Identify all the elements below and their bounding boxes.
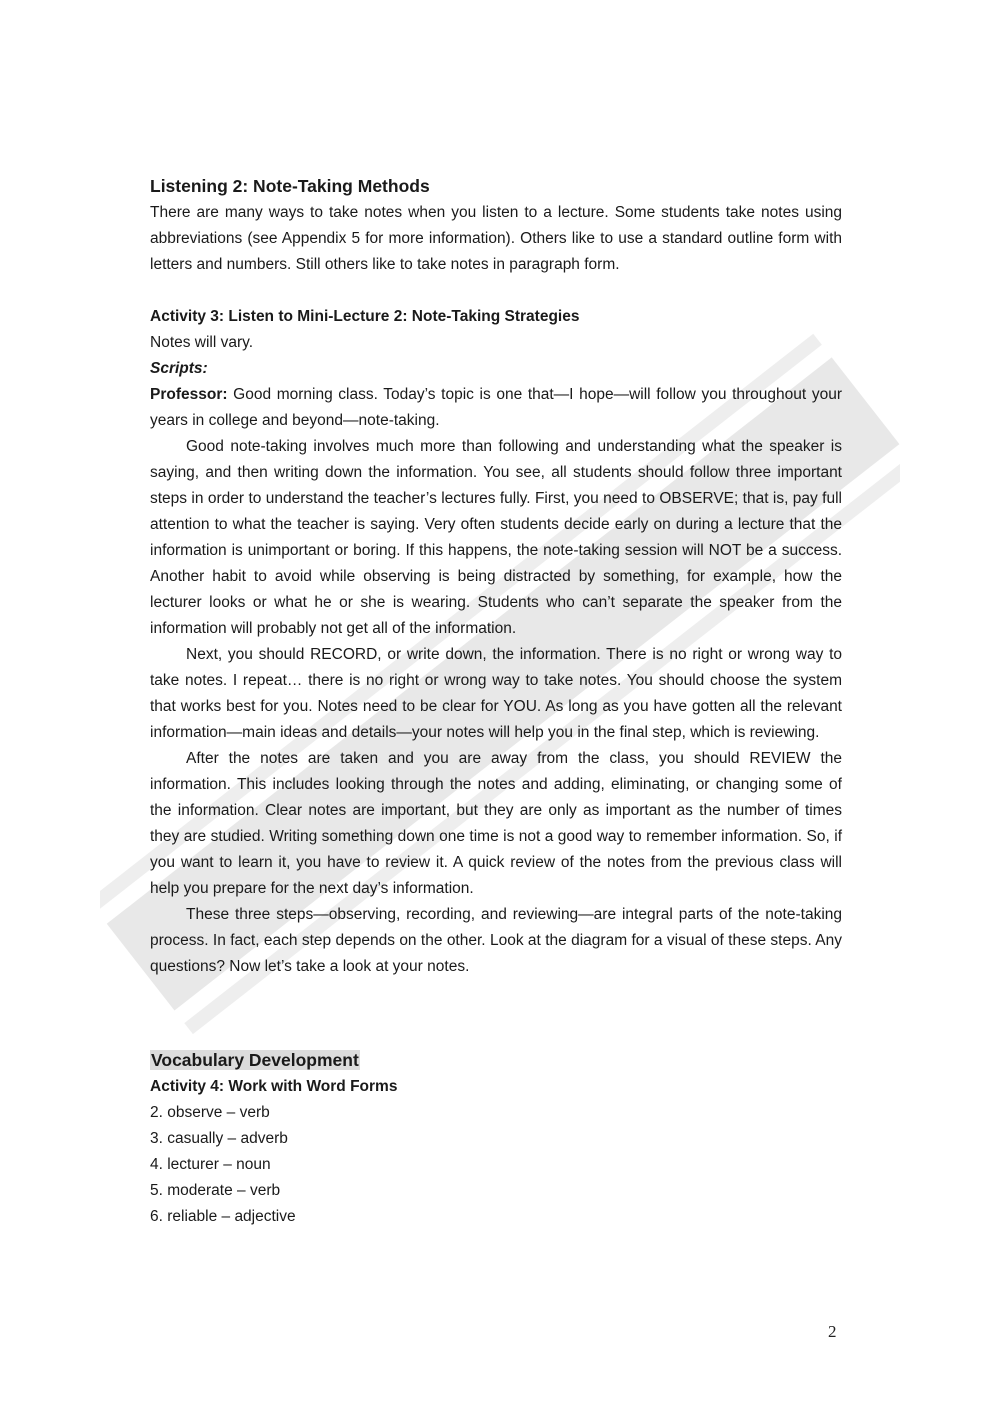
document-body bbox=[150, 172, 842, 1230]
script-paragraph: After the notes are taken and you are away from the class, you should REVIEW the information. This includes looking through the notes and adding, eliminating, or changing some of the information. Clear notes are important, but they are only as important as the number of times they are studied. Writing something down one time is not a good way to remember information. So, if you want to learn it, you have to review it. A quick review of the notes from the previous class will help you prepare for the next day’s information. bbox=[150, 750, 842, 897]
list-item: 5. moderate – verb bbox=[150, 1182, 281, 1199]
vocab-title: Vocabulary Development bbox=[151, 1050, 359, 1070]
spacer bbox=[150, 1020, 842, 1046]
list-item: 3. casually – adverb bbox=[150, 1130, 288, 1147]
scripts-label: Scripts: bbox=[150, 360, 208, 377]
vocab-title-line bbox=[150, 1046, 842, 1074]
activity3-title: Activity 3: Listen to Mini-Lecture 2: Note-Taking Strategies bbox=[150, 308, 580, 325]
activity3-note: Notes will vary. bbox=[150, 334, 254, 351]
speaker-label: Professor: bbox=[150, 386, 228, 403]
list-item: 2. observe – verb bbox=[150, 1104, 270, 1121]
script-paragraph: Next, you should RECORD, or write down, the information. There is no right or wrong way to take notes. I repeat… there is no right or wrong way to take notes. You should choose the system that works best for you. Notes need to be clear for YOU. As long as you have gotten all the relevant information—main ideas and details—your notes will help you in the final step, which is reviewing. bbox=[150, 646, 842, 741]
section-title: Listening 2: Note-Taking Methods bbox=[150, 176, 430, 196]
spacer bbox=[150, 980, 842, 1020]
spacer bbox=[150, 278, 842, 304]
activity4-title: Activity 4: Work with Word Forms bbox=[150, 1078, 398, 1095]
page-number: 2 bbox=[828, 1322, 837, 1341]
script-paragraph: Good note-taking involves much more than following and understanding what the speaker is saying, and then writing down the information. You see, all students should follow three important steps in order to understand the teacher’s lectures fully. First, you need to OBSERVE; that is, pay full attention to what the teacher is saying. Very often students decide early on during a lecture that the information is unimportant or boring. If this happens, the note-taking session will NOT be a success. Another habit to avoid while observing is being distracted by something, for example, how the lecturer looks or what he or she is wearing. Students who can’t separate the speaker from the information will probably not get all of the information. bbox=[150, 438, 842, 637]
section-intro: There are many ways to take notes when you listen to a lecture. Some students take notes using abbreviations (see Appendix 5 for more information). Others like to use a standard outline form with letters and numbers. Still others like to take notes in paragraph form. bbox=[150, 204, 842, 273]
list-item: 4. lecturer – noun bbox=[150, 1156, 271, 1173]
script-opening-text: Good morning class. Today’s topic is one that—I hope—will follow you throughout your years in college and beyond—note-taking. bbox=[150, 386, 842, 429]
script-opening bbox=[150, 382, 842, 434]
script-paragraph: These three steps—observing, recording, and reviewing—are integral parts of the note-taking process. In fact, each step depends on the other. Look at the diagram for a visual of these steps. Any questions? Now let’s take a look at your notes. bbox=[150, 906, 842, 975]
list-item: 6. reliable – adjective bbox=[150, 1208, 296, 1225]
